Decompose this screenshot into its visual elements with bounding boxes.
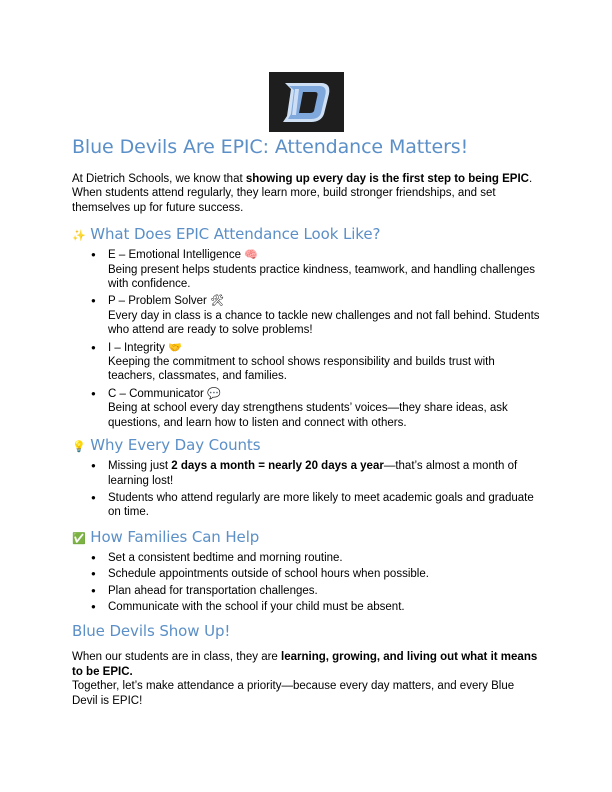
closing-paragraph bbox=[72, 650, 540, 679]
d-logo-icon bbox=[269, 72, 344, 132]
list-item: ● Schedule appointments outside of school hours when possible. bbox=[108, 567, 540, 581]
epic-item-title: E – Emotional Intelligence bbox=[108, 249, 241, 262]
list-item bbox=[108, 248, 540, 291]
intro-bold-text: showing up every day is the first step to being EPIC bbox=[245, 173, 529, 185]
list-item bbox=[108, 387, 540, 430]
epic-section-heading bbox=[72, 225, 540, 243]
intro-text-end: . When students attend regularly, they learn more, build stronger friendships, and set themselves up for future success. bbox=[72, 173, 533, 214]
epic-item-text: Keeping the commitment to school shows responsibility and builds trust with teachers, classmates, and families. bbox=[108, 356, 495, 383]
epic-list bbox=[72, 248, 540, 430]
closing-heading: Blue Devils Show Up! bbox=[72, 622, 231, 641]
intro-paragraph bbox=[72, 172, 540, 215]
page-title: Blue Devils Are EPIC: Attendance Matters! bbox=[72, 136, 469, 158]
list-item bbox=[108, 491, 540, 520]
why-item-text: Missing just bbox=[108, 460, 172, 473]
blue-devils-logo bbox=[269, 72, 344, 132]
closing-paragraph-2: Together, let’s make attendance a priority—because every day matters, and every Blue Devil is EPIC! bbox=[72, 680, 515, 707]
lightbulb-icon: 💡 bbox=[72, 440, 86, 454]
epic-heading-text: What Does EPIC Attendance Look Like? bbox=[90, 225, 381, 244]
epic-item-text: Being present helps students practice kindness, teamwork, and handling challenges with confidence. bbox=[108, 263, 536, 291]
epic-item-title: I – Integrity bbox=[108, 341, 165, 354]
why-heading-text: Why Every Day Counts bbox=[90, 436, 261, 455]
closing-bold-text: learning, growing, and living out what it means to be EPIC. bbox=[72, 651, 538, 678]
families-list bbox=[72, 551, 540, 615]
document-content bbox=[72, 136, 540, 708]
epic-item-text: Every day in class is a chance to tackle new challenges and not fall behind. Students who attend are ready to solve problems! bbox=[108, 309, 540, 337]
epic-item-text: Being at school every day strengthens students’ voices—they share ideas, ask questions, and learn how to listen and connect with others. bbox=[108, 402, 508, 429]
why-item-bold: 2 days a month = nearly 20 days a year bbox=[171, 460, 384, 473]
tools-icon: 🛠 bbox=[210, 294, 225, 308]
epic-item-title: P – Problem Solver bbox=[108, 295, 207, 308]
brain-icon: 🧠 bbox=[244, 248, 258, 262]
why-item-text: Students who attend regularly are more likely to meet academic goals and graduate on time. bbox=[108, 491, 534, 519]
why-list bbox=[72, 459, 540, 520]
list-item bbox=[108, 459, 540, 488]
families-heading-text: How Families Can Help bbox=[90, 527, 260, 546]
list-item bbox=[108, 341, 540, 384]
why-item-text-end: —that’s almost a month of learning lost! bbox=[108, 460, 518, 487]
list-item bbox=[108, 294, 540, 337]
sparkles-icon: ✨ bbox=[72, 229, 86, 243]
closing-text: When our students are in class, they are bbox=[72, 651, 282, 664]
list-item: ● Plan ahead for transportation challenges. bbox=[108, 584, 540, 598]
intro-text: At Dietrich Schools, we know that bbox=[72, 173, 246, 185]
handshake-icon: 🤝 bbox=[168, 340, 182, 354]
why-section-heading bbox=[72, 436, 540, 454]
list-item: ● Set a consistent bedtime and morning routine. bbox=[108, 551, 540, 565]
speech-bubble-icon: 💬 bbox=[207, 386, 221, 400]
epic-item-title: C – Communicator bbox=[108, 387, 204, 400]
check-mark-icon: ✅ bbox=[72, 531, 86, 545]
families-section-heading bbox=[72, 528, 540, 546]
list-item: ● Communicate with the school if your child must be absent. bbox=[108, 600, 540, 614]
